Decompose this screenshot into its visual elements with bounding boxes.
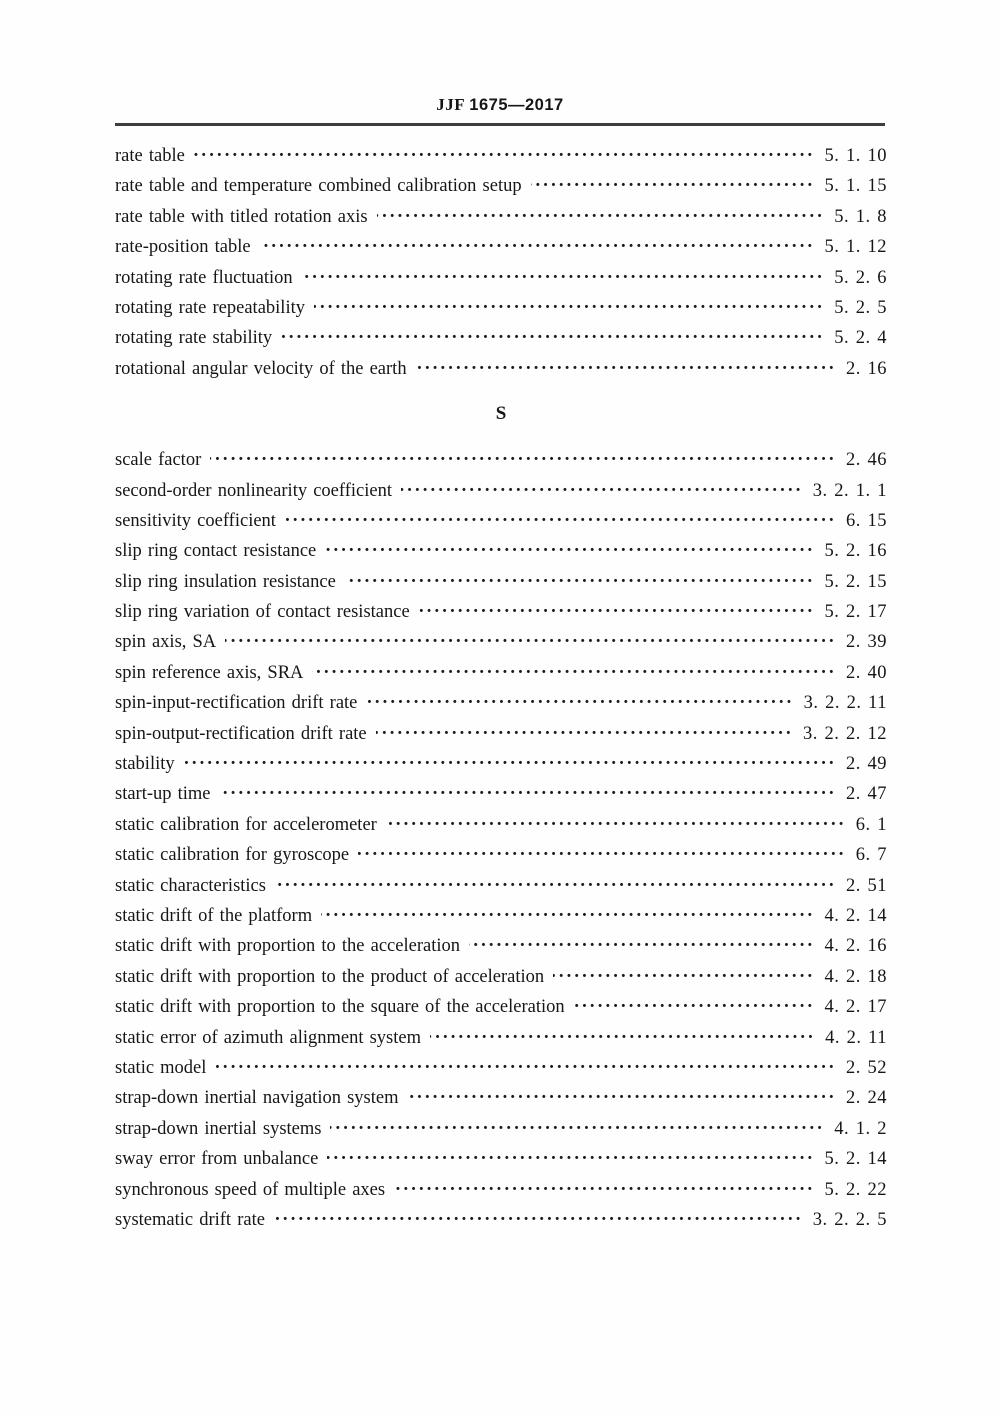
entry-term: rotating rate repeatability: [115, 297, 305, 318]
entry-ref: 4. 2. 11: [825, 1027, 887, 1048]
entry-ref: 4. 2. 17: [824, 997, 887, 1018]
index-entry: [115, 597, 887, 627]
entry-term: rotating rate fluctuation: [115, 267, 293, 288]
entry-ref: 5. 1. 10: [824, 146, 887, 166]
entry-ref: 2. 16: [846, 358, 887, 379]
dot-leader: [358, 840, 846, 870]
index-entry: [115, 232, 887, 262]
dot-leader: [407, 1083, 836, 1113]
dot-leader: [327, 1144, 814, 1174]
entry-term: rate table and temperature combined calibration setup: [115, 176, 522, 197]
entry-term: stability: [115, 754, 175, 775]
dot-leader: [275, 871, 836, 901]
entry-ref: 4. 1. 2: [834, 1118, 887, 1139]
entry-term: spin reference axis, SRA: [115, 662, 304, 683]
dot-leader: [274, 1205, 803, 1235]
entry-term: rotational angular velocity of the earth: [115, 358, 407, 379]
entry-term: synchronous speed of multiple axes: [115, 1179, 386, 1200]
dot-leader: [281, 323, 824, 353]
entry-ref: 4. 2. 14: [824, 905, 887, 926]
document-code-prefix: JJF: [436, 95, 465, 114]
entry-term: static drift of the platform: [115, 905, 313, 926]
entry-term: spin axis, SA: [115, 632, 217, 653]
entry-ref: 5. 2. 17: [824, 602, 887, 623]
entry-ref: 3. 2. 2. 5: [812, 1209, 887, 1230]
entry-ref: 5. 1. 12: [824, 237, 887, 258]
index-entry: [115, 992, 887, 1022]
index-entry: [115, 1144, 887, 1174]
document-code-header: [115, 95, 885, 115]
dot-leader: [194, 141, 815, 171]
index-entry: [115, 202, 887, 232]
entry-term: start-up time: [115, 784, 211, 805]
index-entry: [115, 1114, 887, 1144]
entry-ref: 2. 47: [846, 784, 887, 805]
entry-ref: 2. 39: [846, 632, 887, 653]
entry-term: static error of azimuth alignment system: [115, 1027, 421, 1048]
index-entry: [115, 719, 887, 749]
index-entry: [115, 1205, 887, 1235]
index-entry: [115, 536, 887, 566]
entry-ref: 2. 52: [846, 1057, 887, 1078]
entry-term: scale factor: [115, 450, 202, 471]
index-entry: [115, 840, 887, 870]
entry-ref: 4. 2. 16: [824, 936, 887, 957]
index-entry: [115, 810, 887, 840]
index-entry: [115, 476, 887, 506]
dot-leader: [469, 931, 815, 961]
entry-term: slip ring contact resistance: [115, 541, 317, 562]
entry-term: static model: [115, 1057, 207, 1078]
index-entry: [115, 293, 887, 323]
entry-ref: 2. 51: [846, 875, 887, 896]
index-entry: [115, 871, 887, 901]
dot-leader: [574, 992, 815, 1022]
entry-term: static calibration for gyroscope: [115, 845, 350, 866]
index-entry: [115, 1023, 887, 1053]
dot-leader: [394, 1175, 814, 1205]
dot-leader: [312, 658, 836, 688]
index-entry: [115, 1175, 887, 1205]
dot-leader: [531, 171, 815, 201]
index-entry: [115, 323, 887, 353]
document-code-number: 1675—2017: [469, 96, 564, 114]
index-entry: [115, 931, 887, 961]
entry-ref: 5. 2. 6: [834, 267, 887, 288]
entry-ref: 5. 2. 16: [824, 541, 887, 562]
index-entry: [115, 263, 887, 293]
entry-ref: 5. 2. 22: [824, 1179, 887, 1200]
entry-term: static characteristics: [115, 875, 266, 896]
index-entry: [115, 1053, 887, 1083]
dot-leader: [386, 810, 846, 840]
entry-term: static drift with proportion to the acceleration: [115, 936, 460, 957]
entry-term: rate table with titled rotation axis: [115, 206, 368, 227]
dot-leader: [285, 506, 836, 536]
index-entry: [115, 1083, 887, 1113]
entry-ref: 5. 1. 15: [824, 176, 887, 197]
dot-leader: [419, 597, 815, 627]
entry-term: rotating rate stability: [115, 328, 273, 349]
entry-term: slip ring insulation resistance: [115, 571, 336, 592]
dot-leader: [553, 962, 814, 992]
entry-ref: 3. 2. 2. 11: [803, 693, 887, 714]
entry-ref: 5. 2. 4: [834, 328, 887, 349]
dot-leader: [345, 567, 815, 597]
entry-ref: 6. 7: [855, 845, 887, 866]
index-entry: [115, 506, 887, 536]
entry-term: slip ring variation of contact resistance: [115, 602, 410, 623]
dot-leader: [321, 901, 814, 931]
section-letter-heading: S: [495, 403, 507, 425]
dot-leader: [215, 1053, 836, 1083]
index-entry: [115, 567, 887, 597]
entry-ref: 2. 49: [846, 754, 887, 775]
dot-leader: [314, 293, 824, 323]
entry-ref: 6. 1: [855, 814, 887, 835]
entry-term: static drift with proportion to the square of the acceleration: [115, 997, 565, 1018]
entry-term: spin-input-rectification drift rate: [115, 693, 358, 714]
entry-ref: 2. 40: [846, 662, 887, 683]
entry-ref: 3. 2. 1. 1: [812, 480, 887, 501]
entry-ref: 5. 2. 14: [824, 1149, 887, 1170]
index-list: [115, 141, 887, 1235]
dot-leader: [401, 476, 803, 506]
entry-ref: 2. 46: [846, 450, 887, 471]
entry-term: static drift with proportion to the product of acceleration: [115, 966, 545, 987]
header-rule-divider: [115, 123, 885, 126]
entry-ref: 5. 2. 15: [824, 571, 887, 592]
entry-ref: 4. 2. 18: [824, 966, 887, 987]
index-entry: [115, 749, 887, 779]
index-entry: [115, 962, 887, 992]
index-entry: [115, 658, 887, 688]
index-entry: [115, 445, 887, 475]
index-entry: [115, 779, 887, 809]
entry-ref: 5. 1. 8: [834, 206, 887, 227]
entry-term: sway error from unbalance: [115, 1149, 319, 1170]
dot-leader: [377, 202, 825, 232]
dot-leader: [302, 263, 825, 293]
index-entry: [115, 901, 887, 931]
entry-ref: 6. 15: [846, 510, 887, 531]
entry-term: rate-position table: [115, 237, 251, 258]
index-entry: [115, 688, 887, 718]
index-entry: [115, 141, 887, 171]
entry-term: strap-down inertial navigation system: [115, 1088, 399, 1109]
entry-term: static calibration for accelerometer: [115, 814, 377, 835]
index-entry: [115, 354, 887, 384]
dot-leader: [210, 445, 836, 475]
entry-ref: 2. 24: [846, 1088, 887, 1109]
index-entry: [115, 627, 887, 657]
entry-term: spin-output-rectification drift rate: [115, 723, 367, 744]
entry-term: rate table: [115, 146, 185, 166]
dot-leader: [366, 688, 793, 718]
dot-leader: [325, 536, 814, 566]
dot-leader: [430, 1023, 815, 1053]
entry-term: systematic drift rate: [115, 1209, 265, 1230]
entry-term: sensitivity coefficient: [115, 510, 276, 531]
entry-ref: 3. 2. 2. 12: [803, 723, 887, 744]
entry-ref: 5. 2. 5: [834, 297, 887, 318]
dot-leader: [416, 354, 836, 384]
dot-leader: [225, 627, 836, 657]
dot-leader: [184, 749, 836, 779]
entry-term: strap-down inertial systems: [115, 1118, 322, 1139]
index-entry: [115, 171, 887, 201]
entry-term: second-order nonlinearity coefficient: [115, 480, 392, 501]
dot-leader: [220, 779, 836, 809]
dot-leader: [376, 719, 793, 749]
dot-leader: [330, 1114, 824, 1144]
dot-leader: [260, 232, 815, 262]
